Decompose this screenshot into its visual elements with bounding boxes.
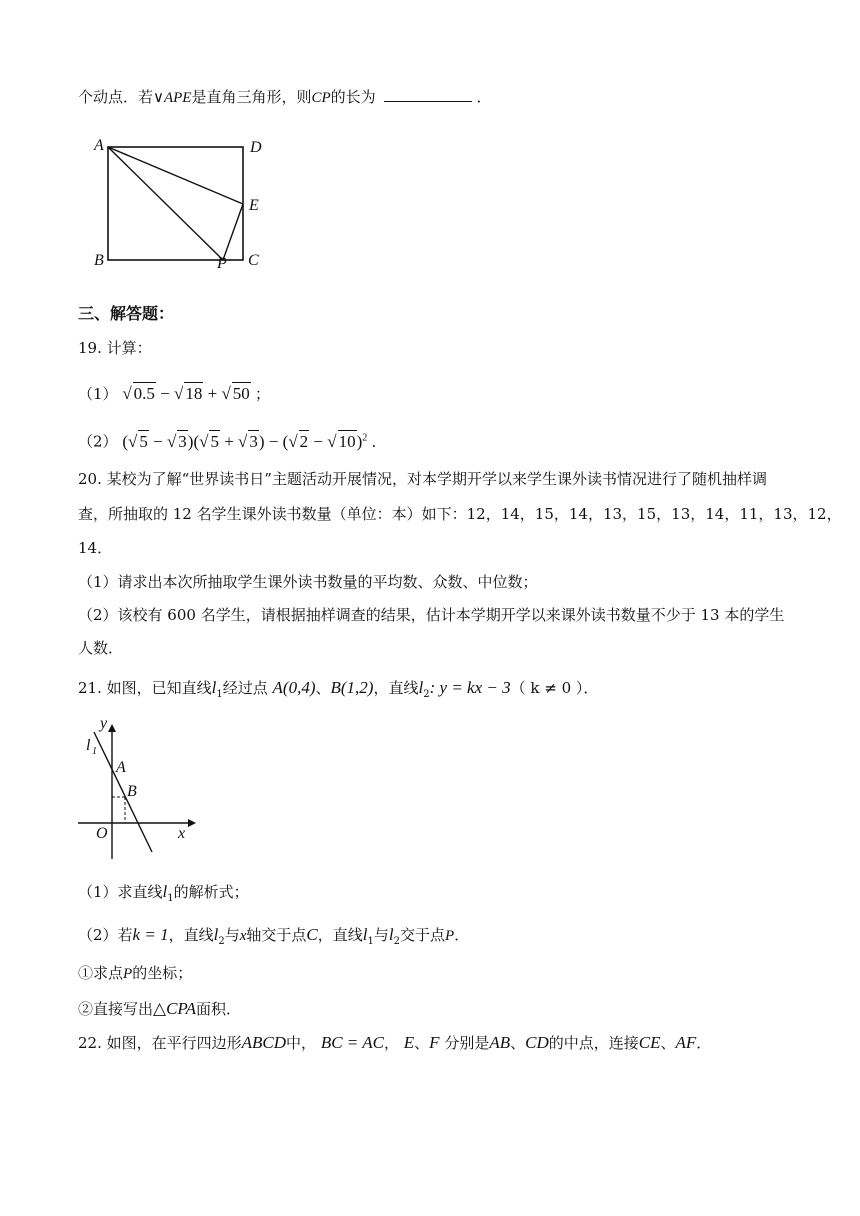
label-x: x — [178, 825, 186, 842]
label-o: O — [96, 825, 108, 842]
q20-line1: 20. 某校为了解“世界读书日”主题活动开展情况，对本学期开学以来学生课外读书情况进行了随机抽样调 — [78, 470, 767, 488]
label-l1: l — [86, 737, 91, 754]
q18-text: 的长为 — [330, 88, 376, 106]
q19-part2: （2） (√ 5 − √ 3)(√ 5 + √ 3) − (√ 2 − √ 10)$^2$ ． — [78, 431, 387, 451]
label-b: B — [94, 252, 104, 269]
segment-pe — [223, 204, 243, 260]
q21-sub1: ①求点P的坐标； — [78, 964, 193, 982]
q18-triangle: APE — [163, 90, 192, 106]
line-equation: : y = kx − 3 — [429, 678, 511, 697]
label-b: B — [127, 783, 137, 800]
coordinate-figure — [76, 712, 201, 862]
q18-line: 个动点．若∨APE是直角三角形，则CP的长为 ． — [78, 88, 492, 106]
label-a: A — [94, 137, 104, 154]
q22-stem: 22. 如图，在平行四边形ABCD中， BC = AC， E、F 分别是AB、CD的中点，连接CE、AF． — [78, 1033, 712, 1052]
q21-part1: （1）求直线$l_1$的解析式； — [78, 882, 249, 904]
segment-ap — [108, 147, 223, 260]
q20-line2: 查，所抽取的 12 名学生课外读书数量（单位：本）如下：12，14，15，14，13，15，13，14，11，13，12， — [78, 505, 842, 523]
q18-text: 个动点．若∨ — [78, 88, 164, 106]
label-e: E — [249, 197, 259, 214]
rectangle-figure — [88, 132, 278, 277]
q20-line3: 14． — [78, 539, 113, 557]
label-p: P — [217, 255, 227, 272]
q21-sub2: ②直接写出△CPA面积． — [78, 999, 242, 1018]
point-b: B(1,2) — [330, 678, 374, 697]
point-a: A(0,4) — [272, 678, 316, 697]
label-d: D — [250, 139, 262, 156]
label-y: y — [100, 715, 108, 732]
rectangle-abcd — [108, 147, 243, 260]
answer-blank[interactable] — [384, 89, 472, 102]
q19-stem: 19. 计算： — [78, 339, 152, 357]
label-c: C — [248, 252, 259, 269]
segment-ae — [108, 147, 243, 204]
label-l1-subscript: 1 — [92, 746, 97, 757]
section-heading: 三、解答题： — [78, 304, 175, 323]
q19-part1: （1） √ 0.5 − √ 18 + √ 50 ； — [78, 384, 271, 403]
x-axis-arrow — [188, 819, 196, 827]
y-axis-arrow — [108, 724, 116, 732]
label-a: A — [116, 759, 126, 776]
q21-part2: （2）若k = 1，直线$l_2$与x轴交于点C，直线$l_1$与$l_2$交于点P． — [78, 925, 470, 947]
q18-cp: CP — [311, 90, 331, 106]
q21-stem: 21. 如图，已知直线$l_1$经过点 A(0,4)、B(1,2)，直线$l_2$: y = kx − 3（ k ≠ 0 ）． — [78, 678, 599, 700]
q20-part2: （2）该校有 600 名学生，请根据抽样调查的结果，估计本学期开学以来课外读书数量不少于 13 本的学生 — [78, 606, 785, 624]
q18-text: 是直角三角形，则 — [191, 88, 312, 106]
q20-part2-cont: 人数． — [78, 639, 124, 657]
q20-part1: （1）请求出本次所抽取学生课外读书数量的平均数、众数、中位数； — [78, 573, 538, 591]
